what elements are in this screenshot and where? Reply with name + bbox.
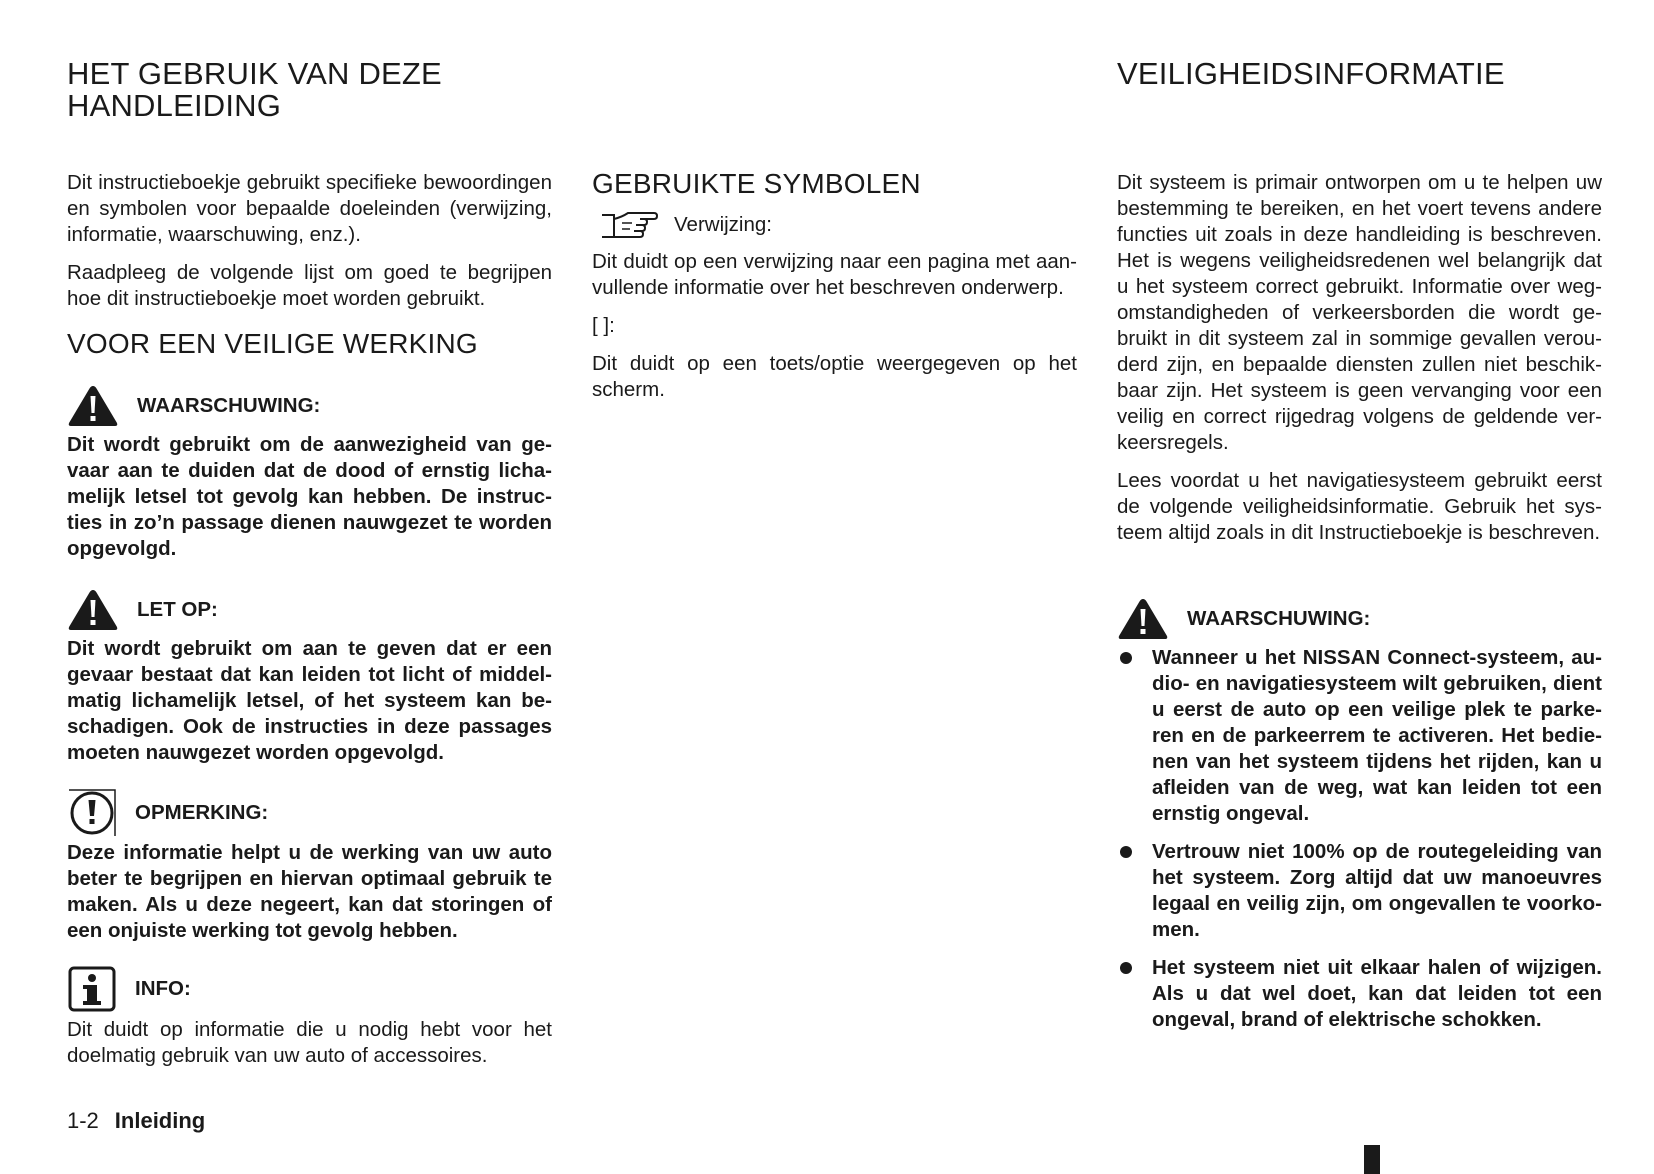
info-box-icon [67,966,117,1012]
info-label: INFO: [135,977,191,1000]
page-number: 1-2 [67,1108,99,1133]
warning-notice-header [67,384,320,428]
warning-label: WAARSCHUWING: [137,394,321,417]
warning-triangle-icon [67,384,119,428]
intro-paragraph-1: Dit instructieboekje gebruikt specifieke bewoordingen en symbolen voor bepaalde doeleinden (verwijzing, informatie, waarschuwing, enz.). [67,171,552,246]
reference-text: Dit duidt op een verwijzing naar een pagina met aanvullende informatie over het beschreven onderwerp. [592,250,1077,299]
caution-section [67,636,552,766]
bullet-text: Wanneer u het NISSAN Connect-systeem, audio- en navigatiesysteem wilt gebruiken, dient u eerst de auto op een veilige plek te parkeren en de parkeerrem te activeren. Het bedienen van het systeem tijdens het rijden, kan u afleiden van de weg, wat kan leiden tot een ernstig ongeval. [1152,646,1602,825]
exclamation-circle-icon [67,788,117,838]
note-text: Deze informatie helpt u de werking van uw auto beter te begrijpen en hiervan optimaal gebruik te maken. Als u deze negeert, kan dat storingen of een onjuiste werking tot gevolg hebben. [67,841,552,942]
safety-paragraph-2: Lees voordat u het navigatiesysteem gebruikt eerst de volgende veiligheidsinformatie. Gebruik het systeem altijd zoals in dit Instructieboekje is beschreven. [1117,469,1602,544]
safety-warning-section [1117,645,1602,1045]
safety-paragraph-1: Dit systeem is primair ontworpen om u te helpen uw bestemming te bereiken, en het voert tevens andere functies uit zoals in deze handleiding is beschreven. Het is wegens veiligheidsredenen wel belangrijk dat u het systeem correct gebruikt. Informatie over wegomstandigheden of verkeersborden die wordt gebruikt in dit systeem zal in sommige gevallen verouderd zijn, en bepaalde diensten zullen niet beschikbaar zijn. Het systeem is geen vervanging voor een veilig en correct rijgedrag volgens de geldende verkeersregels. [1117,171,1602,454]
caution-text: Dit wordt gebruikt om aan te geven dat er een gevaar bestaat dat kan leiden tot licht of middelmatig lichamelijk letsel, of het systeem kan beschadigen. Ook de instructies in deze passages moeten nauwgezet worden opgevolgd. [67,637,552,764]
list-item [1117,955,1602,1033]
warning-section [67,432,552,562]
safety-intro-section [1117,170,1602,546]
bullet-dot-icon [1120,846,1132,858]
symbols-section [592,249,1077,403]
caution-label: LET OP: [137,598,218,621]
caution-triangle-icon [67,588,119,632]
warning-text: Dit wordt gebruikt om de aanwezigheid van gevaar aan te duiden dat de dood of ernstig lichamelijk letsel tot gevolg kan hebben. De instructies in zo’n passage dienen nauwgezet te worden opgevolgd. [67,433,552,560]
symbols-heading: GEBRUIKTE SYMBOLEN [592,168,921,199]
reference-symbol-row [600,209,772,241]
safety-warning-label: WAARSCHUWING: [1187,607,1371,630]
page-title-left: HET GEBRUIK VAN DEZE HANDLEIDING [67,56,442,123]
warning-triangle-icon [1117,597,1169,641]
safety-bullet-list [1117,645,1602,1033]
bullet-text: Vertrouw niet 100% op de routegeleiding van het systeem. Zorg altijd dat uw manoeuvres legaal en veilig zijn, om ongevallen te voorkomen. [1152,840,1602,941]
bullet-dot-icon [1120,962,1132,974]
reference-label: Verwijzing: [674,213,772,236]
info-text: Dit duidt op informatie die u nodig hebt voor het doelmatig gebruik van uw auto of accessoires. [67,1018,552,1067]
chapter-name: Inleiding [114,1108,206,1133]
safety-warning-header [1117,597,1370,641]
intro-section [67,170,552,312]
page-title-right: VEILIGHEIDSINFORMATIE [1117,56,1505,91]
note-section [67,840,552,944]
page-footer [67,1108,205,1134]
note-notice-header [67,788,268,838]
bullet-dot-icon [1120,652,1132,664]
caution-notice-header [67,588,218,632]
info-section [67,1017,552,1069]
bracket-text: Dit duidt op een toets/optie weergegeven op het scherm. [592,352,1077,401]
info-notice-header [67,966,191,1012]
bullet-text: Het systeem niet uit elkaar halen of wijzigen. Als u dat wel doet, kan dat leiden tot een ongeval, brand of elektrische schokken. [1152,956,1602,1031]
safe-operation-heading: VOOR EEN VEILIGE WERKING [67,328,478,359]
pointing-hand-icon [600,209,662,241]
list-item [1117,645,1602,827]
note-label: OPMERKING: [135,801,269,824]
intro-paragraph-2: Raadpleeg de volgende lijst om goed te begrijpen hoe dit instructieboekje moet worden gebruikt. [67,261,552,310]
list-item [1117,839,1602,943]
chapter-tab-marker [1364,1145,1380,1174]
bracket-label: [ ]: [592,314,615,337]
